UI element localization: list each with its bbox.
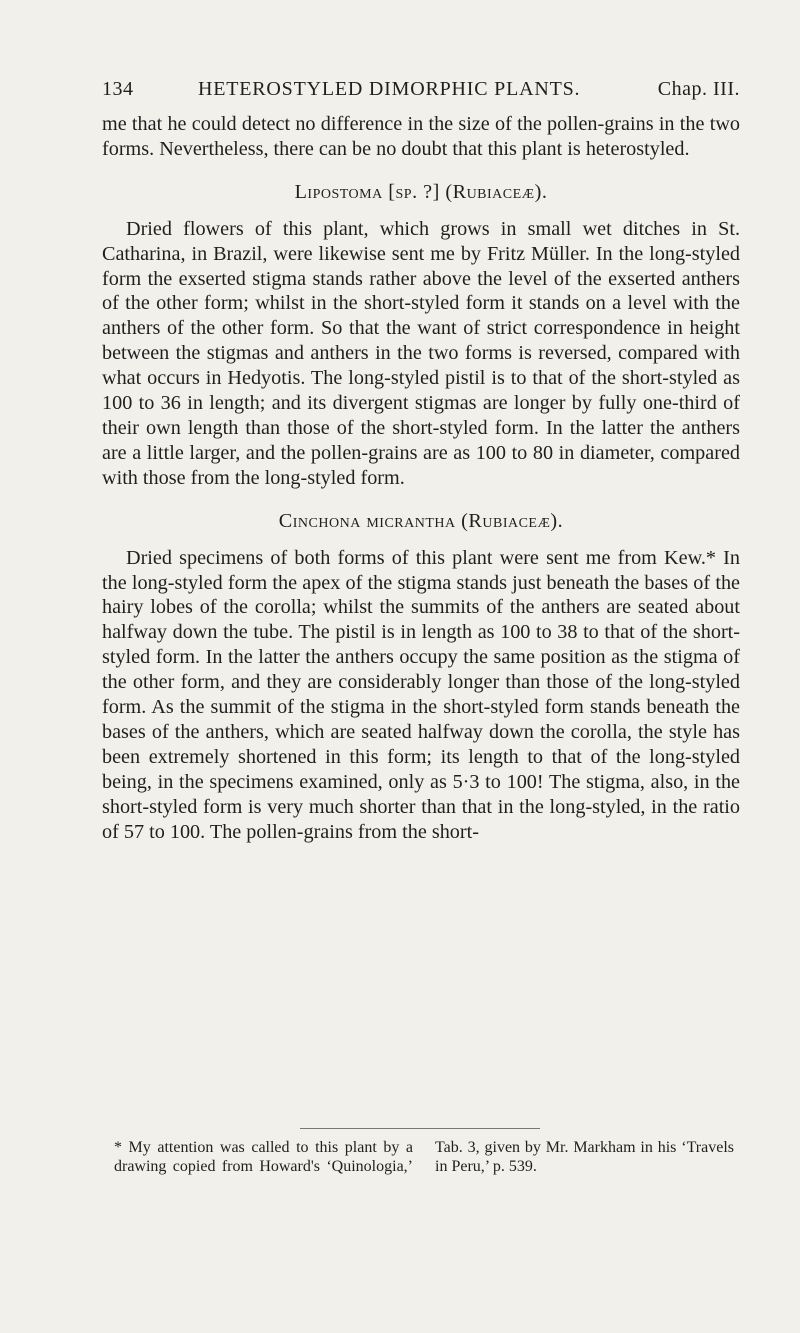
section-heading-cinchona: Cinchona micrantha (Rubiaceæ). xyxy=(278,509,564,532)
chapter-label: Chap. III. xyxy=(657,78,740,100)
paragraph-cinchona: Dried specimens of both forms of this plant were sent me from Kew.* In the long-styled form the apex of the stigma stands just beneath the bases of the hairy lobes of the corolla; whilst the summits of the anthers are seated about halfway down the tube. The pistil is in length as 100 to 38 to that of the short-styled form. In the latter the anthers occupy the same position as the stigma of the other form, and they are considerably longer than those of the long-styled form. As the summit of the stigma in the short-styled form stands beneath the bases of the anthers, which are seated halfway down the corolla, the style has been extremely shortened in this form; its length to that of the long-styled being, in the specimens examined, only as 5·3 to 100! The stigma, also, in the short-styled form is very much shorter than that in the long-styled, in the ratio of 57 to 100. The pollen-grains from the short- xyxy=(102,546,740,843)
footnote: * My attention was called to this plant by a drawing copied from Howard's ‘Quinologia,’ Tab. 3, given by Mr. Markham in his ‘Travels in Peru,’ p. 539. xyxy=(114,1139,734,1175)
page-number: 134 xyxy=(102,78,134,100)
footnote-rule xyxy=(300,1128,540,1129)
body-text xyxy=(102,112,740,844)
paragraph-lipostoma: Dried flowers of this plant, which grows in small wet ditches in St. Catharina, in Brazil, were likewise sent me by Fritz Müller. In the long-styled form the exserted stigma stands rather above the level of the exserted anthers of the other form; whilst in the short-styled form it stands on a level with the anthers of the other form. So that the want of strict correspondence in height between the stigmas and anthers in the two forms is reversed, compared with what occurs in Hedyotis. The long-styled pistil is to that of the short-styled as 100 to 36 in length; and its divergent stigmas are longer by fully one-third of their own length than those of the short-styled form. In the latter the anthers are a little larger, and the pollen-grains are as 100 to 80 in diameter, compared with those from the long-styled form. xyxy=(102,217,740,489)
paragraph-continuation: me that he could detect no difference in the size of the pollen-grains in the two forms. Nevertheless, there can be no doubt that this plant is heterostyled. xyxy=(102,113,740,160)
section-heading-lipostoma: Lipostoma [sp. ?] (Rubiaceæ). xyxy=(294,180,548,203)
running-title: HETEROSTYLED DIMORPHIC PLANTS. xyxy=(198,78,581,100)
